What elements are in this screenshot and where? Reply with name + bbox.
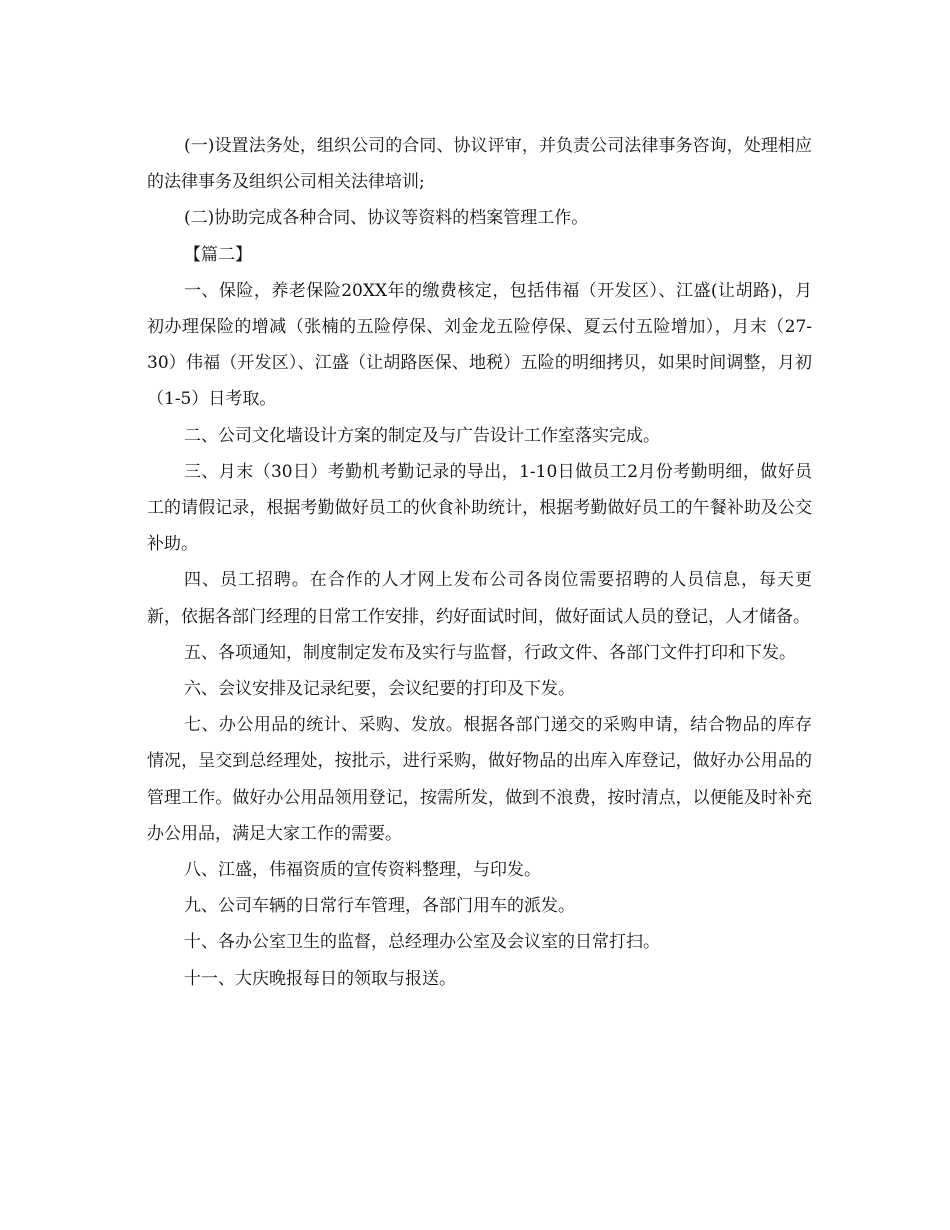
paragraph-newspaper: 十一、大庆晚报每日的领取与报送。 [184, 968, 456, 989]
paragraph-culture-wall: 二、公司文化墙设计方案的制定及与广告设计工作室落实完成。 [184, 425, 660, 446]
paragraph-attendance: 三、月末（30日）考勤机考勤记录的导出，1-10日做员工2月份考勤明细，做好员工的请假记录，根据考勤做好员工的伙食补助统计，根据考勤做好员工的午餐补助及公交补助。 [147, 461, 812, 555]
paragraph-meetings: 六、会议安排及记录纪要，会议纪要的打印及下发。 [184, 679, 575, 700]
paragraph-recruitment: 四、员工招聘。在合作的人才网上发布公司各岗位需要招聘的人员信息，每天更新，依据各部门经理的日常工作安排，约好面试时间，做好面试人员的登记，人才储备。 [147, 570, 812, 627]
paragraph-insurance: 一、保险，养老保险20XX年的缴费核定，包括伟福（开发区）、江盛(让胡路)，月初办理保险的增减（张楠的五险停保、刘金龙五险停保、夏云付五险增加），月末（27-30）伟福（开发区）、江盛（让胡路医保、地税）五险的明细拷贝，如果时间调整，月初（1-5）日考取。 [147, 280, 812, 410]
paragraph-cleaning: 十、各办公室卫生的监督，总经理办公室及会议室的日常打扫。 [184, 932, 660, 953]
paragraph-promo-materials: 八、江盛，伟福资质的宣传资料整理，与印发。 [184, 860, 541, 881]
paragraph-legal-affairs: (一)设置法务处，组织公司的合同、协议评审，并负责公司法律事务咨询，处理相应的法律事务及组织公司相关法律培训; [147, 136, 812, 193]
paragraph-vehicles: 九、公司车辆的日常行车管理，各部门用车的派发。 [184, 896, 575, 917]
document-body [147, 128, 812, 997]
section-heading: 【篇二】 [184, 244, 252, 265]
paragraph-archive-management: (二)协助完成各种合同、协议等资料的档案管理工作。 [184, 208, 589, 229]
paragraph-office-supplies: 七、办公用品的统计、采购、发放。根据各部门递交的采购申请，结合物品的库存情况，呈交到总经理处，按批示，进行采购，做好物品的出库入库登记，做好办公用品的管理工作。做好办公用品领用登记，按需所发，做到不浪费，按时清点，以便能及时补充办公用品，满足大家工作的需要。 [147, 715, 812, 844]
paragraph-notices: 五、各项通知，制度制定发布及实行与监督，行政文件、各部门文件打印和下发。 [184, 642, 796, 663]
